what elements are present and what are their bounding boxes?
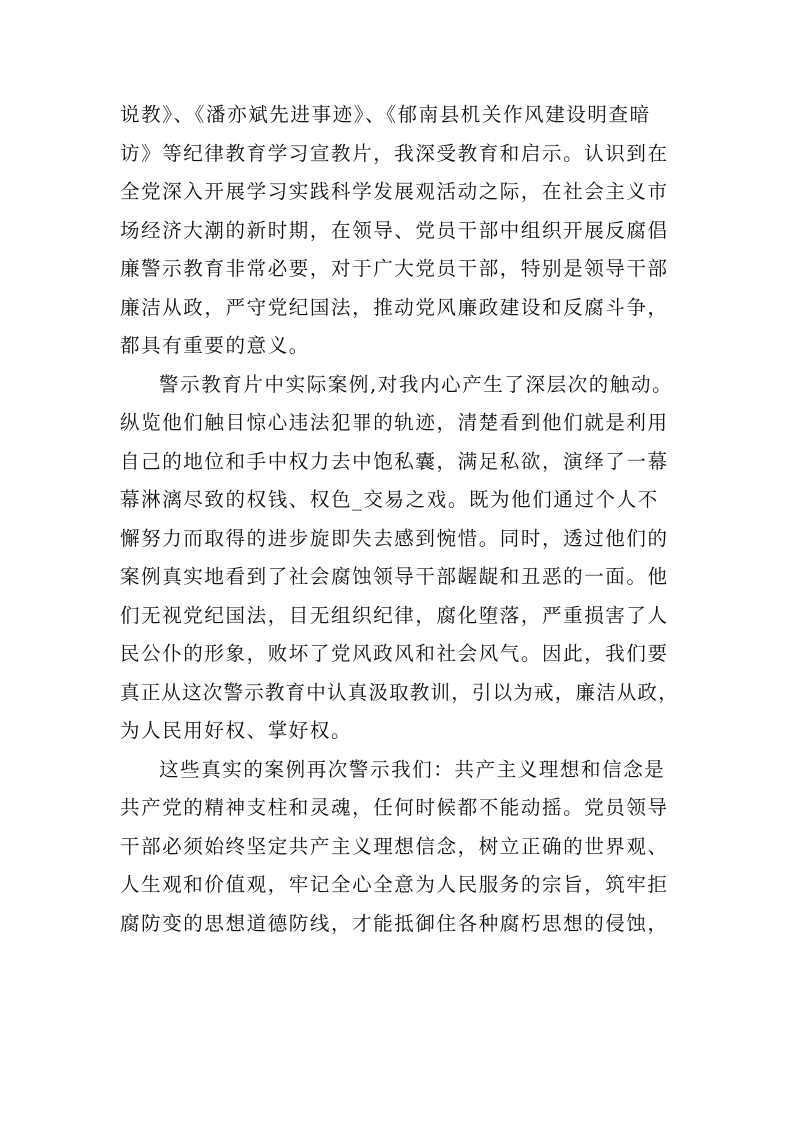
text-line: 自己的地位和手中权力去中饱私囊，满足私欲，演绎了一幕	[120, 449, 669, 473]
text-line: 案例真实地看到了社会腐蚀领导干部龌龊和丑恶的一面。他	[120, 565, 669, 588]
text-line: 们无视党纪国法，目无组织纪律，腐化堕落，严重损害了人	[120, 603, 669, 627]
text-line: 全党深入开展学习实践科学发展观活动之际，在社会主义市	[120, 180, 669, 203]
text-line: 幕淋漓尽致的权钱、权色_交易之戏。既为他们通过个人不	[120, 488, 659, 511]
text-line: 廉洁从政，严守党纪国法，推动党风廉政建设和反腐斗争，	[120, 295, 669, 319]
text-line: 场经济大潮的新时期，在领导、党员干部中组织开展反腐倡	[120, 218, 669, 242]
text-line: 访》等纪律教育学习宣教片，我深受教育和启示。认识到在	[120, 141, 669, 165]
paragraph-first-line: 警示教育片中实际案例,对我内心产生了深层次的触动。	[159, 372, 674, 396]
text-line: 干部必须始终坚定共产主义理想信念，树立正确的世界观、	[120, 834, 669, 858]
text-line: 真正从这次警示教育中认真汲取教训，引以为戒，廉洁从政，	[120, 680, 679, 704]
text-line: 腐防变的思想道德防线，才能抵御住各种腐朽思想的侵蚀，	[120, 911, 669, 935]
text-line: 人生观和价值观，牢记全心全意为人民服务的宗旨，筑牢拒	[120, 873, 669, 896]
text-line: 为人民用好权、掌好权。	[120, 719, 353, 742]
text-line: 都具有重要的意义。	[120, 334, 310, 357]
text-line: 民公仆的形象，败坏了党风政风和社会风气。因此，我们要	[120, 642, 669, 665]
paragraph-first-line: 这些真实的案例再次警示我们：共产主义理想和信念是	[159, 757, 666, 781]
text-line: 懈努力而取得的进步旋即失去感到惋惜。同时，透过他们的	[120, 526, 669, 550]
text-line: 共产党的精神支柱和灵魂，任何时候都不能动摇。党员领导	[120, 796, 669, 819]
body-text	[120, 96, 680, 943]
text-line: 说教》、《潘亦斌先进事迹》、《郁南县机关作风建设明查暗	[120, 103, 651, 126]
text-line: 廉警示教育非常必要，对于广大党员干部，特别是领导干部	[120, 257, 669, 280]
text-line: 纵览他们触目惊心违法犯罪的轨迹，清楚看到他们就是利用	[120, 411, 669, 434]
